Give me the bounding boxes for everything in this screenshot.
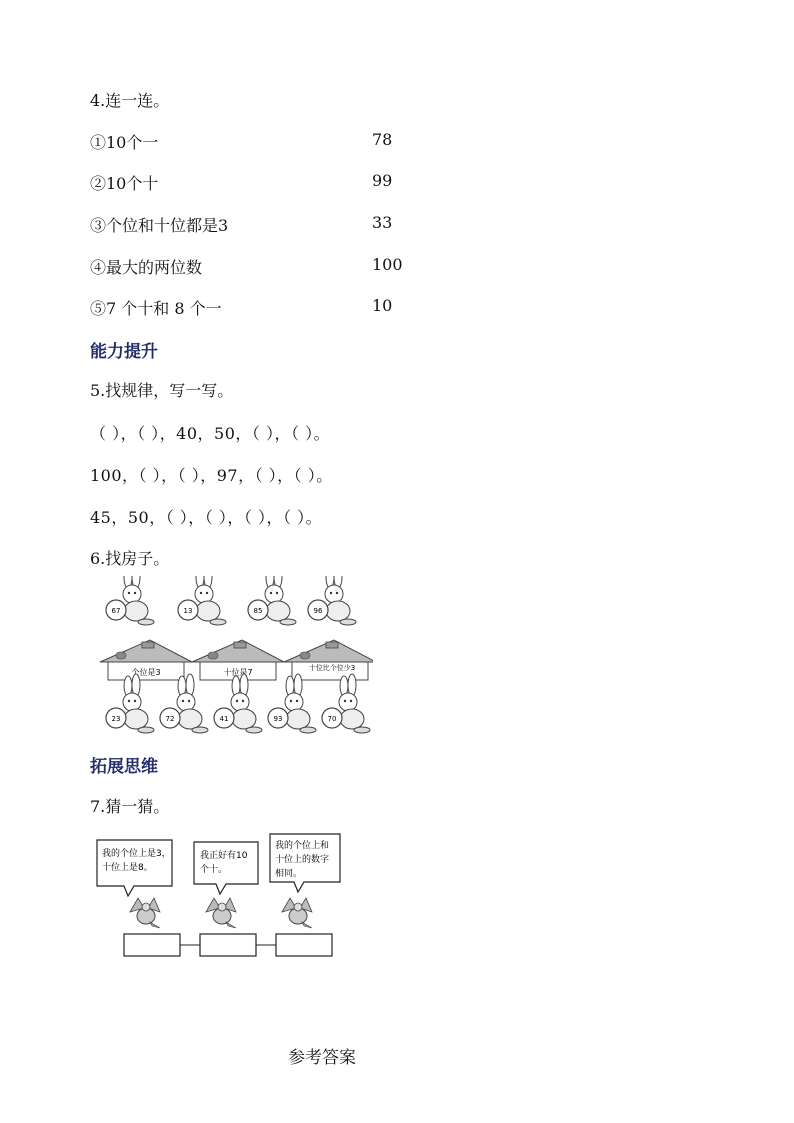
match-right-1: 78 — [372, 130, 393, 149]
match-left-5: ⑤7 个十和 8 个一 — [90, 299, 222, 318]
rabbit-bottom-4 — [268, 674, 316, 733]
house-2 — [192, 640, 284, 680]
house-label: 十位是7 — [223, 668, 253, 677]
section-heading-extend: 拓展思维 — [90, 757, 158, 777]
q7-title: 7.猜一猜。 — [90, 797, 170, 816]
rabbit-number: 93 — [273, 715, 283, 723]
svg-text:我的个位上和: 我的个位上和 — [275, 841, 330, 851]
rabbit-number: 72 — [165, 715, 175, 723]
svg-text:个十。: 个十。 — [200, 865, 228, 875]
match-left-4: ④最大的两位数 — [90, 258, 203, 277]
sequence-line-1: （ ），（ ），40，50，（ ），（ ）。 — [90, 424, 331, 443]
guess-number-figure — [94, 832, 344, 962]
rabbit-top-1 — [106, 576, 154, 625]
rabbit-number: 41 — [219, 715, 229, 723]
rabbit-number: 96 — [313, 607, 323, 615]
house-1 — [100, 640, 192, 680]
bird-2 — [206, 898, 236, 928]
svg-text:我的个位上是3，: 我的个位上是3， — [102, 849, 171, 859]
answer-box-1[interactable] — [124, 934, 180, 956]
house-label: 十位比个位少3 — [308, 664, 356, 672]
svg-text:十位上的数字: 十位上的数字 — [275, 855, 330, 865]
svg-text:相同。: 相同。 — [275, 869, 303, 879]
match-left-3: ③个位和十位都是3 — [90, 216, 229, 235]
answer-box-2[interactable] — [200, 934, 256, 956]
sequence-line-2: 100，（ ），（ ），97，（ ），（ ）。 — [90, 466, 333, 485]
rabbit-number: 13 — [183, 607, 193, 615]
rabbit-number: 67 — [111, 607, 121, 615]
bird-1 — [130, 898, 160, 928]
svg-text:十位上是8。: 十位上是8。 — [102, 863, 153, 873]
svg-text:我正好有10: 我正好有10 — [200, 851, 248, 861]
rabbit-number: 70 — [327, 715, 337, 723]
match-right-3: 33 — [372, 213, 393, 232]
rabbit-top-2 — [178, 576, 226, 625]
speech-bubble-3 — [270, 834, 340, 892]
match-right-5: 10 — [372, 296, 393, 315]
sequence-line-3: 45，50，（ ），（ ），（ ），（ ）。 — [90, 508, 323, 527]
bird-3 — [282, 898, 312, 928]
match-right-2: 99 — [372, 171, 393, 190]
match-left-1: ①10个一 — [90, 133, 159, 152]
rabbit-bottom-3 — [214, 674, 262, 733]
q4-title: 4.连一连。 — [90, 91, 170, 110]
answer-heading: 参考答案 — [288, 1048, 356, 1068]
house-matching-figure — [98, 576, 373, 740]
q6-title: 6.找房子。 — [90, 549, 170, 568]
rabbit-top-3 — [248, 576, 296, 625]
match-left-2: ②10个十 — [90, 174, 159, 193]
rabbit-top-4 — [308, 576, 356, 625]
rabbit-number: 23 — [111, 715, 121, 723]
speech-bubble-2 — [194, 842, 258, 894]
answer-box-3[interactable] — [276, 934, 332, 956]
rabbit-bottom-5 — [322, 674, 370, 733]
rabbit-bottom-1 — [106, 674, 154, 733]
q5-title: 5.找规律，写一写。 — [90, 381, 234, 400]
rabbit-number: 85 — [253, 607, 263, 615]
section-heading-ability: 能力提升 — [90, 342, 158, 362]
speech-bubble-1 — [97, 840, 172, 896]
rabbit-bottom-2 — [160, 674, 208, 733]
house-label: 个位是3 — [131, 668, 161, 677]
match-right-4: 100 — [372, 255, 403, 274]
